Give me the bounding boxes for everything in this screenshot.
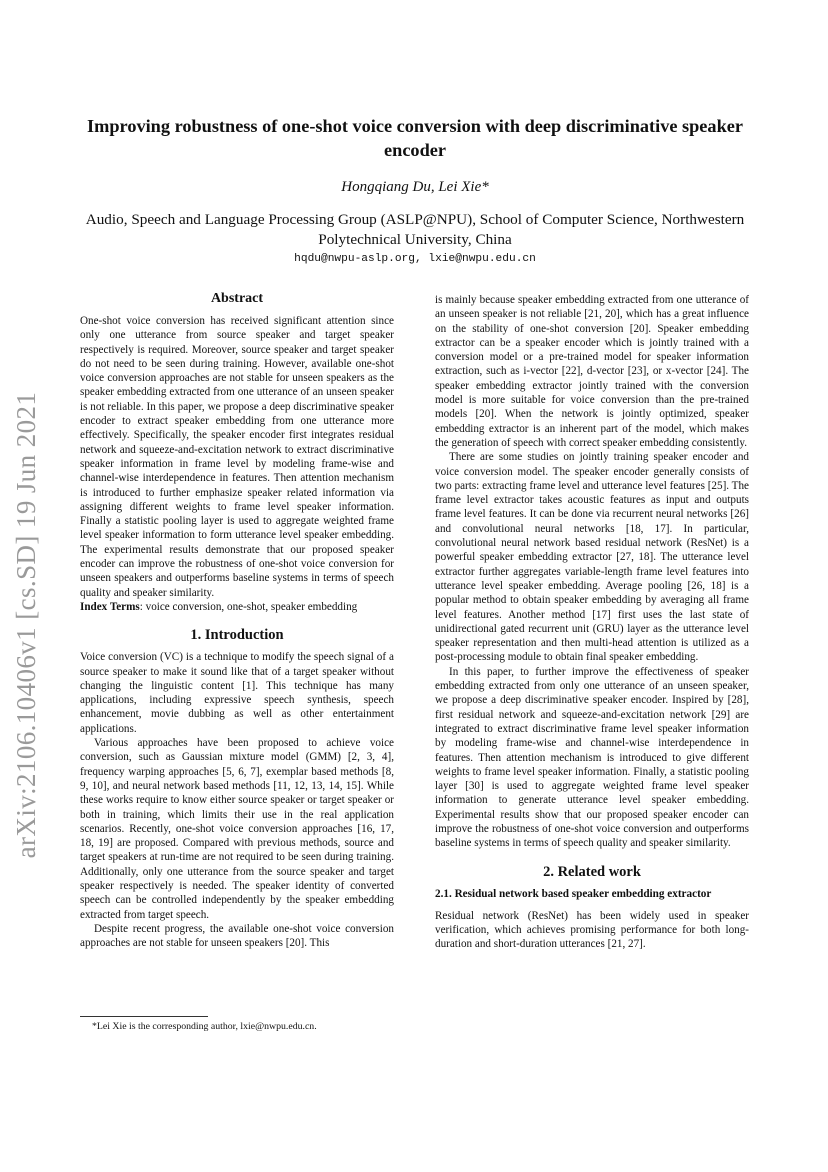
abstract-text: One-shot voice conversion has received significant attention since only one utterance from source speaker and target speaker respectively is required. Moreover, source speaker and target speaker do not need to be seen during training. However, available one-shot voice conversion approaches are not stable for unseen speakers as the speaker embedding extracted from one utterance of an unseen speaker is not reliable. In this paper, we propose a deep discriminative speaker encoder to extract speaker embedding from one utterance more effectively. Specifically, the speaker encoder first integrates residual network and squeeze-and-excitation network to extract discriminative speaker information in frame level by modeling frame-wise and channel-wise interdependence in features. Then attention mechanism is introduced to further emphasize speaker related information via assigning different weights to frame level speaker information. Finally a statistic pooling layer is used to aggregate weighted frame level speaker information to form utterance level speaker embedding. The experimental results demonstrate that our proposed speaker encoder can improve the robustness of one-shot voice conversion for unseen speakers and outperforms baseline systems in terms of speech quality and speaker similarity. bbox=[80, 315, 394, 599]
paper-authors: Hongqiang Du, Lei Xie* bbox=[341, 179, 489, 195]
intro-paragraph-1: Voice conversion (VC) is a technique to modify the speech signal of a source speaker to make it sound like that of a target speaker without changing the linguistic content [1]. This technique has many applications, including expressive speech synthesis, speech enhancement, movie dubbing as well as other entertainment applications. bbox=[80, 651, 394, 735]
abstract-heading: Abstract bbox=[210, 291, 264, 306]
footnote-rule bbox=[80, 1016, 208, 1017]
index-terms-text: : voice conversion, one-shot, speaker embedding bbox=[139, 600, 358, 613]
left-column bbox=[80, 290, 394, 950]
footnote: *Lei Xie is the corresponding author, lxie@nwpu.edu.cn. bbox=[92, 1021, 317, 1032]
related-work-heading: 2. Related work bbox=[543, 863, 641, 880]
index-terms-label: Index Terms bbox=[80, 600, 140, 613]
right-paragraph-2: There are some studies on jointly training speaker encoder and voice conversion model. The speaker encoder generally consists of two parts: extracting frame level and utterance level features [25]. The frame level extractor takes acoustic features as input and outputs frame level features. It can be done via recurrent neural networks [26] and convolutional neural networks [18, 17]. In particular, convolutional neural network based residual network (ResNet) is a powerful speaker embedding extractor [27, 18]. The utterance level extractor further aggregates variable-length frame level features into utterance level speaker embedding. Average pooling [26, 18] is a popular method to obtain speaker embedding by averaging all frame level features. Another method [17] first uses the last state of unidirectional gated recurrent unit (GRU) layer as the utterance level speaker representation and then multi-head attention is utilized as a post-processing module to obtain final speaker embedding. bbox=[435, 451, 749, 664]
paper-affiliation: Audio, Speech and Language Processing Group (ASLP@NPU), School of Computer Science, Northwestern Polytechnical University, China bbox=[85, 211, 745, 248]
arxiv-stamp-text: arXiv:2106.10406v1 [cs.SD] 19 Jun 2021 bbox=[11, 391, 41, 859]
intro-paragraph-2: Various approaches have been proposed to achieve voice conversion, such as Gaussian mixture model (GMM) [2, 3, 4], frequency warping approaches [5, 6, 7], exemplar based methods [8, 9, 10], and neural network based methods [11, 12, 13, 14, 15]. While these works require to know either source speaker or target speaker or both in training, which limits their use in the real application scenarios. Recently, one-shot voice conversion approaches [16, 17, 18, 19] are proposed. Compared with previous methods, source and target speakers at run-time are not required to be seen during training. Additionally, only one utterance from the source speaker and target speaker respectively is needed. The speaker identity of converted speech can be controlled independently by the speaker embedding extracted from target speech. bbox=[80, 737, 394, 921]
subsection-text: Residual network (ResNet) has been widely used in speaker verification, which achieves promising performance for both long-duration and short-duration utterances [21, 27]. bbox=[435, 909, 749, 951]
right-paragraph-3: In this paper, to further improve the effectiveness of speaker embedding extracted from only one utterance of an unseen speaker, we propose a deep discriminative speaker encoder. Inspired by [28], first residual network and squeeze-and-excitation network [29] are integrated to extract discriminative frame level speaker information by modeling frame-wise and channel-wise interdependence in features. Then attention mechanism is introduced to give different weights to frame level speaker information. Finally, a statistic pooling layer [30] is used to aggregate weighted frame level speaker information to generate utterance level speaker embedding. Experimental results show that our proposed speaker encoder can improve the robustness of one-shot voice conversion and outperforms baseline systems in terms of speech quality and speaker similarity. bbox=[435, 665, 749, 850]
intro-paragraph-3: Despite recent progress, the available one-shot voice conversion approaches are not stable for unseen speakers [20]. This bbox=[80, 922, 394, 950]
introduction-heading: 1. Introduction bbox=[190, 627, 284, 644]
paper-emails: hqdu@nwpu-aslp.org, lxie@nwpu.edu.cn bbox=[294, 253, 536, 265]
right-column bbox=[435, 293, 749, 951]
paper-title: Improving robustness of one-shot voice conversion with deep discriminative speaker encoder bbox=[87, 116, 743, 160]
subsection-heading: 2.1. Residual network based speaker embedding extractor bbox=[435, 887, 712, 900]
arxiv-stamp bbox=[4, 330, 48, 920]
index-terms bbox=[80, 600, 394, 614]
right-paragraph-1: is mainly because speaker embedding extracted from one utterance of an unseen speaker is not reliable [21, 20], which has a great influence on the stability of one-shot conversion [20]. Speaker embedding extractor can be a speaker encoder which is jointly trained with a conversion model or a pre-trained model for speaker information extraction, such as i-vector [22], d-vector [23], or x-vector [24]. The speaker embedding extractor jointly trained with the conversion model is more suitable for voice conversion than the pre-trained models [20]. When the network is jointly optimized, speaker embedding extractor is an inherent part of the model, which makes the generation of speech with correct speaker embedding consistently. bbox=[435, 294, 749, 449]
